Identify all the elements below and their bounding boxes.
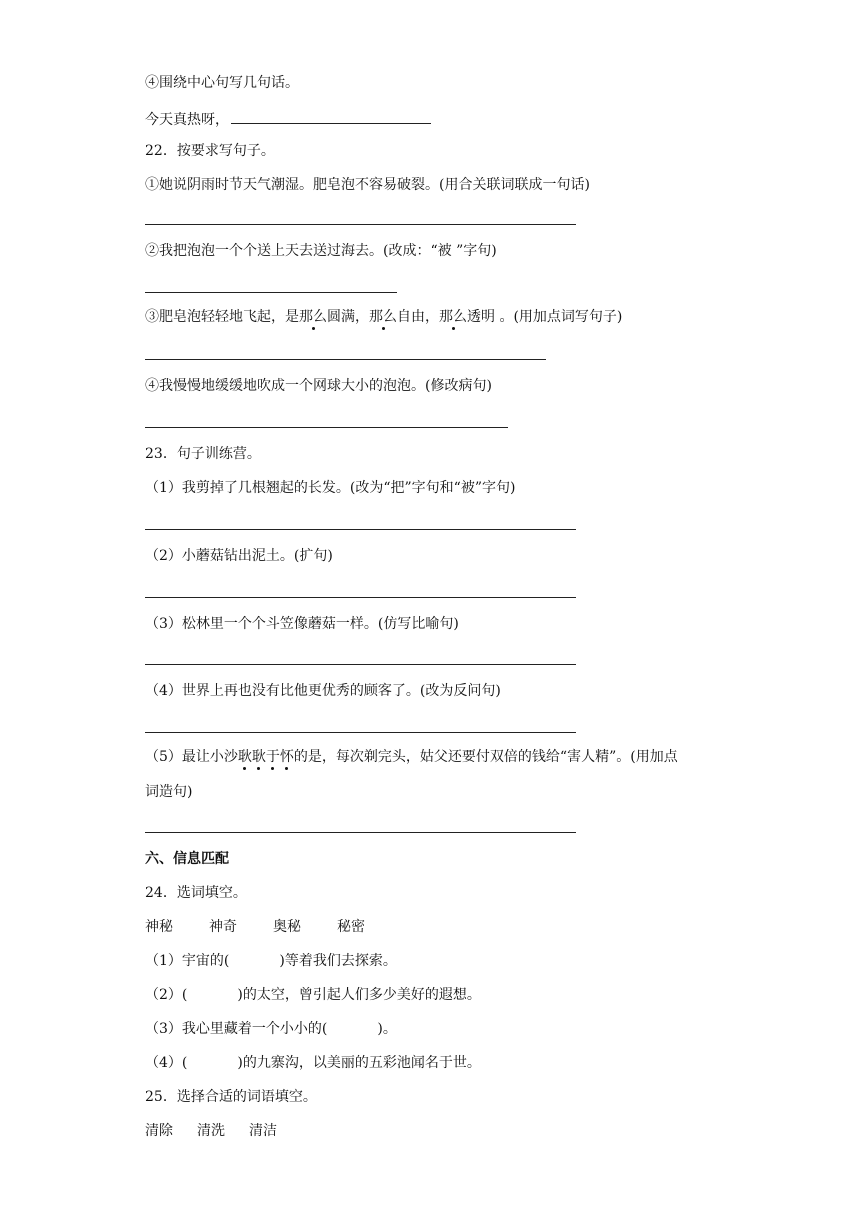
q23-s2: （2）小蘑菇钻出泥土。(扩句) xyxy=(145,548,333,564)
answer-line[interactable] xyxy=(145,832,576,833)
dotted-word: 那么 xyxy=(439,309,467,325)
dotted-word xyxy=(238,749,294,765)
q22-s3-part: 透明 。(用加点词写句子) xyxy=(467,309,623,325)
q24-word-bank xyxy=(145,917,365,937)
q23-s5-part: （5）最让小沙 xyxy=(145,749,238,765)
q22-s2: ②我把泡泡一个个送上天去送过海去。(改成：“被 ”字句) xyxy=(145,243,497,259)
dotted-word: 那么 xyxy=(369,309,397,325)
q24-s4: （4）( )的九寨沟，以美丽的五彩池闻名于世。 xyxy=(145,1055,481,1071)
answer-line[interactable] xyxy=(145,597,576,598)
answer-line[interactable] xyxy=(145,664,576,665)
answer-line[interactable] xyxy=(145,292,397,293)
q23-title: 23．句子训练营。 xyxy=(145,446,261,462)
q24-s2: （2）( )的太空，曾引起人们多少美好的遐想。 xyxy=(145,987,481,1003)
dotted-word: 那么 xyxy=(299,309,327,325)
q22-s4: ④我慢慢地缓缓地吹成一个网球大小的泡泡。(修改病句) xyxy=(145,378,492,394)
dotted-char: 于 xyxy=(265,749,280,765)
word-option: 清除 xyxy=(145,1123,173,1139)
word-option: 神奇 xyxy=(209,919,237,935)
q22-s1: ①她说阴雨时节天气潮湿。肥皂泡不容易破裂。(用合关联词联成一句话) xyxy=(145,177,590,193)
q24-s1: （1）宇宙的( )等着我们去探索。 xyxy=(145,953,397,969)
q21-item4: ④围绕中心句写几句话。 xyxy=(145,75,299,91)
dotted-char: 耿 xyxy=(251,749,266,765)
answer-line[interactable] xyxy=(145,732,576,733)
q22-title: 22．按要求写句子。 xyxy=(145,143,275,159)
q23-s5-part: 的是，每次剃完头，姑父还要付双倍的钱给“害人精”。(用加点 xyxy=(293,749,678,765)
q22-s3-part: ③肥皂泡轻轻地飞起，是 xyxy=(145,309,299,325)
section-title: 六、信息匹配 xyxy=(145,851,229,867)
answer-line[interactable] xyxy=(145,359,546,360)
word-option: 清洁 xyxy=(249,1123,277,1139)
q22-s3-part: 自由， xyxy=(397,309,439,325)
dotted-char: 怀 xyxy=(279,749,294,765)
word-option: 清洗 xyxy=(197,1123,225,1139)
answer-blank[interactable] xyxy=(231,107,431,124)
dotted-char: 耿 xyxy=(237,749,252,765)
word-option: 神秘 xyxy=(145,919,173,935)
q21-prompt: 今天真热呀， xyxy=(145,112,229,128)
q25-title: 25．选择合适的词语填空。 xyxy=(145,1089,317,1105)
word-option: 秘密 xyxy=(337,919,365,935)
q25-word-bank xyxy=(145,1121,277,1141)
word-option: 奥秘 xyxy=(273,919,301,935)
answer-line[interactable] xyxy=(145,224,576,225)
answer-line[interactable] xyxy=(145,427,508,428)
q22-s3 xyxy=(145,307,622,327)
answer-line[interactable] xyxy=(145,529,576,530)
q23-s5-cont: 词造句) xyxy=(145,784,193,800)
q23-s4: （4）世界上再也没有比他更优秀的顾客了。(改为反问句) xyxy=(145,683,501,699)
q23-s3: （3）松林里一个个斗笠像蘑菇一样。(仿写比喻句) xyxy=(145,616,459,632)
q22-s3-part: 圆满， xyxy=(327,309,369,325)
q23-s1: （1）我剪掉了几根翘起的长发。(改为“把”字句和“被”字句) xyxy=(145,480,516,496)
q24-title: 24．选词填空。 xyxy=(145,885,247,901)
q24-s3: （3）我心里藏着一个小小的( )。 xyxy=(145,1021,397,1037)
q23-s5 xyxy=(145,747,678,767)
q21-prompt-line xyxy=(145,107,431,130)
